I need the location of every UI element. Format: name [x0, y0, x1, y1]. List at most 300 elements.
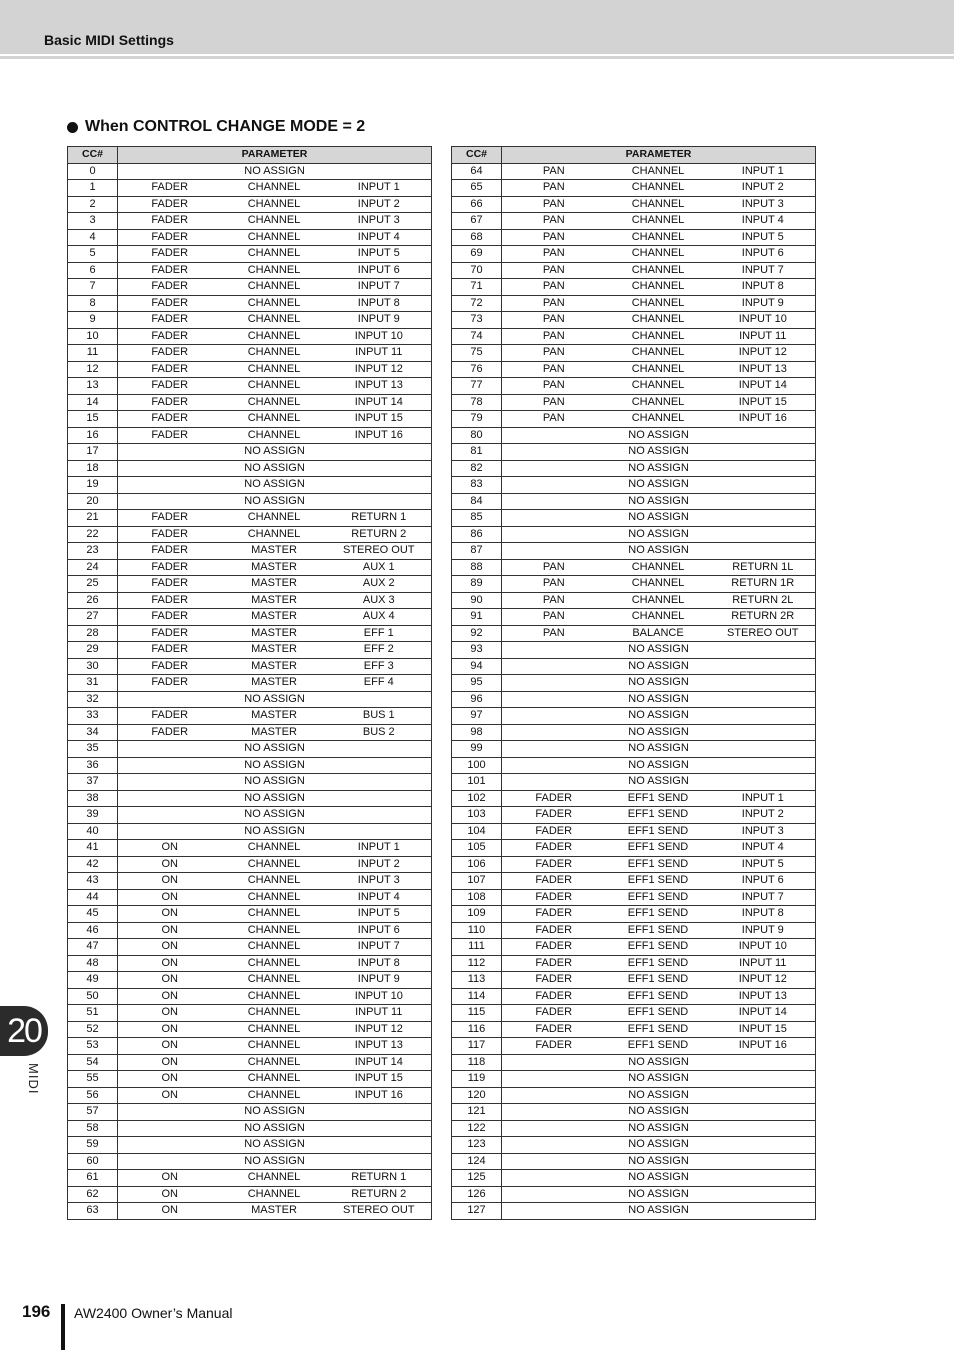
parameter-value: NO ASSIGN	[502, 1170, 816, 1187]
cc-number: 70	[452, 262, 502, 279]
cc-number: 65	[452, 180, 502, 197]
section-title: Basic MIDI Settings	[44, 32, 174, 48]
parameter-target: INPUT 5	[711, 856, 816, 873]
table-row	[68, 444, 432, 461]
parameter-group: CHANNEL	[222, 510, 327, 527]
parameter-type: FADER	[118, 361, 222, 378]
parameter-value: NO ASSIGN	[502, 1120, 816, 1137]
table-row	[68, 262, 432, 279]
cc-number: 74	[452, 328, 502, 345]
cc-number: 10	[68, 328, 118, 345]
parameter-group: CHANNEL	[606, 345, 711, 362]
parameter-target: INPUT 4	[711, 840, 816, 857]
cc-number: 50	[68, 988, 118, 1005]
parameter-group: CHANNEL	[222, 1054, 327, 1071]
parameter-type: ON	[118, 840, 222, 857]
table-row	[68, 774, 432, 791]
parameter-group: CHANNEL	[222, 988, 327, 1005]
table-row	[68, 460, 432, 477]
parameter-target: AUX 3	[327, 592, 432, 609]
parameter-group: EFF1 SEND	[606, 873, 711, 890]
parameter-target: RETURN 2L	[711, 592, 816, 609]
parameter-group: CHANNEL	[222, 378, 327, 395]
parameter-type: FADER	[502, 1038, 606, 1055]
cc-number: 35	[68, 741, 118, 758]
cc-number: 9	[68, 312, 118, 329]
cc-number: 53	[68, 1038, 118, 1055]
cc-number: 47	[68, 939, 118, 956]
parameter-group: MASTER	[222, 724, 327, 741]
cc-number: 27	[68, 609, 118, 626]
cc-table-left	[67, 146, 432, 1220]
cc-number: 41	[68, 840, 118, 857]
parameter-group: CHANNEL	[222, 1087, 327, 1104]
parameter-target: INPUT 7	[711, 889, 816, 906]
parameter-group: EFF1 SEND	[606, 889, 711, 906]
parameter-target: RETURN 2	[327, 1186, 432, 1203]
table-row	[68, 675, 432, 692]
parameter-target: AUX 2	[327, 576, 432, 593]
table-row	[452, 1203, 816, 1220]
parameter-value: NO ASSIGN	[502, 444, 816, 461]
cc-number: 48	[68, 955, 118, 972]
parameter-type: FADER	[118, 295, 222, 312]
table-row	[68, 1087, 432, 1104]
parameter-type: PAN	[502, 262, 606, 279]
parameter-value: NO ASSIGN	[502, 757, 816, 774]
parameter-type: FADER	[118, 510, 222, 527]
cc-number: 81	[452, 444, 502, 461]
parameter-group: CHANNEL	[222, 328, 327, 345]
table-row	[68, 1170, 432, 1187]
parameter-type: PAN	[502, 559, 606, 576]
cc-number: 115	[452, 1005, 502, 1022]
parameter-type: FADER	[502, 790, 606, 807]
parameter-type: FADER	[118, 658, 222, 675]
parameter-type: FADER	[502, 1005, 606, 1022]
cc-number: 66	[452, 196, 502, 213]
cc-number: 23	[68, 543, 118, 560]
parameter-value: NO ASSIGN	[502, 642, 816, 659]
parameter-target: RETURN 1L	[711, 559, 816, 576]
parameter-type: FADER	[118, 246, 222, 263]
cc-number: 54	[68, 1054, 118, 1071]
table-row	[68, 312, 432, 329]
parameter-target: EFF 3	[327, 658, 432, 675]
parameter-group: CHANNEL	[606, 592, 711, 609]
cc-number: 20	[68, 493, 118, 510]
cc-number: 36	[68, 757, 118, 774]
parameter-type: FADER	[502, 1021, 606, 1038]
parameter-group: CHANNEL	[222, 1186, 327, 1203]
parameter-type: PAN	[502, 246, 606, 263]
table-row	[68, 427, 432, 444]
parameter-target: BUS 2	[327, 724, 432, 741]
table-row	[452, 939, 816, 956]
parameter-group: CHANNEL	[222, 906, 327, 923]
parameter-value: NO ASSIGN	[502, 658, 816, 675]
table-row	[68, 543, 432, 560]
parameter-target: INPUT 6	[711, 873, 816, 890]
parameter-target: INPUT 1	[711, 790, 816, 807]
parameter-type: FADER	[502, 889, 606, 906]
cc-number: 110	[452, 922, 502, 939]
table-row	[68, 1137, 432, 1154]
table-row	[452, 1104, 816, 1121]
parameter-value: NO ASSIGN	[502, 1153, 816, 1170]
table-row	[452, 1137, 816, 1154]
parameter-group: EFF1 SEND	[606, 1038, 711, 1055]
parameter-group: MASTER	[222, 609, 327, 626]
cc-number: 122	[452, 1120, 502, 1137]
parameter-group: CHANNEL	[222, 1005, 327, 1022]
cc-number: 11	[68, 345, 118, 362]
parameter-group: CHANNEL	[222, 312, 327, 329]
parameter-type: FADER	[118, 625, 222, 642]
cc-number: 18	[68, 460, 118, 477]
column-header-cc: CC#	[68, 147, 118, 164]
table-row	[68, 708, 432, 725]
cc-number: 33	[68, 708, 118, 725]
table-row	[452, 328, 816, 345]
parameter-type: PAN	[502, 180, 606, 197]
cc-number: 80	[452, 427, 502, 444]
parameter-type: ON	[118, 1005, 222, 1022]
chapter-tab: 20	[0, 1006, 48, 1056]
parameter-target: INPUT 12	[711, 972, 816, 989]
cc-number: 45	[68, 906, 118, 923]
chapter-label: MIDI	[26, 1063, 41, 1095]
parameter-group: CHANNEL	[606, 394, 711, 411]
parameter-type: ON	[118, 1170, 222, 1187]
table-row	[68, 196, 432, 213]
cc-number: 109	[452, 906, 502, 923]
parameter-group: EFF1 SEND	[606, 1021, 711, 1038]
table-row	[452, 955, 816, 972]
table-row	[452, 559, 816, 576]
parameter-value: NO ASSIGN	[118, 741, 432, 758]
parameter-value: NO ASSIGN	[502, 543, 816, 560]
cc-number: 82	[452, 460, 502, 477]
parameter-group: CHANNEL	[222, 180, 327, 197]
parameter-group: CHANNEL	[222, 196, 327, 213]
parameter-value: NO ASSIGN	[118, 1153, 432, 1170]
parameter-value: NO ASSIGN	[502, 460, 816, 477]
parameter-group: MASTER	[222, 625, 327, 642]
parameter-type: PAN	[502, 576, 606, 593]
parameter-group: MASTER	[222, 576, 327, 593]
cc-number: 71	[452, 279, 502, 296]
cc-number: 26	[68, 592, 118, 609]
parameter-target: INPUT 4	[327, 229, 432, 246]
parameter-type: PAN	[502, 378, 606, 395]
parameter-target: INPUT 14	[327, 394, 432, 411]
cc-number: 5	[68, 246, 118, 263]
page-heading	[67, 118, 365, 136]
parameter-type: ON	[118, 856, 222, 873]
cc-number: 21	[68, 510, 118, 527]
table-row	[68, 790, 432, 807]
cc-number: 96	[452, 691, 502, 708]
parameter-type: PAN	[502, 213, 606, 230]
parameter-type: ON	[118, 1071, 222, 1088]
parameter-type: PAN	[502, 196, 606, 213]
parameter-value: NO ASSIGN	[502, 1087, 816, 1104]
parameter-type: FADER	[118, 394, 222, 411]
parameter-target: INPUT 13	[327, 378, 432, 395]
table-row	[68, 1104, 432, 1121]
parameter-group: CHANNEL	[222, 394, 327, 411]
parameter-type: PAN	[502, 361, 606, 378]
parameter-type: FADER	[118, 213, 222, 230]
parameter-group: CHANNEL	[222, 246, 327, 263]
parameter-type: FADER	[118, 411, 222, 428]
table-row	[68, 1071, 432, 1088]
parameter-type: FADER	[118, 724, 222, 741]
parameter-group: CHANNEL	[222, 856, 327, 873]
parameter-group: CHANNEL	[606, 361, 711, 378]
parameter-type: PAN	[502, 411, 606, 428]
parameter-target: INPUT 1	[327, 180, 432, 197]
table-row	[68, 691, 432, 708]
parameter-group: CHANNEL	[222, 295, 327, 312]
table-row	[452, 378, 816, 395]
table-row	[452, 790, 816, 807]
table-row	[452, 840, 816, 857]
parameter-group: CHANNEL	[222, 526, 327, 543]
parameter-type: PAN	[502, 279, 606, 296]
parameter-target: EFF 2	[327, 642, 432, 659]
parameter-target: INPUT 2	[711, 807, 816, 824]
parameter-type: FADER	[118, 675, 222, 692]
cc-number: 69	[452, 246, 502, 263]
cc-number: 3	[68, 213, 118, 230]
parameter-target: INPUT 3	[327, 873, 432, 890]
cc-number: 29	[68, 642, 118, 659]
cc-number: 77	[452, 378, 502, 395]
parameter-target: INPUT 7	[711, 262, 816, 279]
parameter-type: FADER	[118, 196, 222, 213]
table-row	[68, 1005, 432, 1022]
table-row	[452, 642, 816, 659]
parameter-group: CHANNEL	[222, 213, 327, 230]
parameter-type: FADER	[118, 642, 222, 659]
table-row	[68, 246, 432, 263]
cc-number: 25	[68, 576, 118, 593]
cc-number: 39	[68, 807, 118, 824]
cc-number: 58	[68, 1120, 118, 1137]
parameter-value: NO ASSIGN	[502, 1104, 816, 1121]
parameter-type: FADER	[502, 988, 606, 1005]
table-row	[452, 411, 816, 428]
table-row	[452, 906, 816, 923]
table-row	[68, 972, 432, 989]
table-row	[452, 345, 816, 362]
table-row	[452, 823, 816, 840]
table-row	[452, 427, 816, 444]
parameter-type: ON	[118, 873, 222, 890]
cc-number: 34	[68, 724, 118, 741]
parameter-target: INPUT 4	[711, 213, 816, 230]
table-row	[68, 411, 432, 428]
cc-number: 32	[68, 691, 118, 708]
column-header-parameter: PARAMETER	[502, 147, 816, 164]
parameter-group: CHANNEL	[222, 411, 327, 428]
table-row	[68, 361, 432, 378]
table-header-row	[452, 147, 816, 164]
parameter-type: ON	[118, 1038, 222, 1055]
parameter-target: INPUT 3	[711, 196, 816, 213]
parameter-value: NO ASSIGN	[502, 1186, 816, 1203]
cc-number: 119	[452, 1071, 502, 1088]
cc-number: 46	[68, 922, 118, 939]
cc-number: 43	[68, 873, 118, 890]
parameter-value: NO ASSIGN	[502, 774, 816, 791]
table-row	[68, 906, 432, 923]
cc-number: 62	[68, 1186, 118, 1203]
parameter-type: ON	[118, 988, 222, 1005]
table-row	[68, 939, 432, 956]
parameter-group: CHANNEL	[606, 279, 711, 296]
table-row	[68, 609, 432, 626]
table-row	[452, 922, 816, 939]
parameter-target: INPUT 8	[327, 295, 432, 312]
cc-number: 67	[452, 213, 502, 230]
cc-number: 120	[452, 1087, 502, 1104]
cc-number: 95	[452, 675, 502, 692]
parameter-target: INPUT 2	[327, 196, 432, 213]
table-row	[452, 444, 816, 461]
cc-number: 106	[452, 856, 502, 873]
cc-number: 89	[452, 576, 502, 593]
cc-number: 88	[452, 559, 502, 576]
cc-number: 19	[68, 477, 118, 494]
manual-title: AW2400 Owner’s Manual	[74, 1305, 233, 1321]
cc-number: 37	[68, 774, 118, 791]
table-row	[452, 361, 816, 378]
parameter-type: ON	[118, 1021, 222, 1038]
parameter-value: NO ASSIGN	[118, 691, 432, 708]
parameter-type: FADER	[118, 312, 222, 329]
parameter-target: INPUT 5	[327, 246, 432, 263]
cc-number: 114	[452, 988, 502, 1005]
parameter-value: NO ASSIGN	[502, 510, 816, 527]
cc-number: 104	[452, 823, 502, 840]
parameter-group: CHANNEL	[606, 229, 711, 246]
cc-number: 126	[452, 1186, 502, 1203]
parameter-type: FADER	[502, 807, 606, 824]
table-row	[452, 394, 816, 411]
cc-number: 14	[68, 394, 118, 411]
parameter-group: EFF1 SEND	[606, 856, 711, 873]
parameter-target: INPUT 10	[711, 939, 816, 956]
table-row	[452, 592, 816, 609]
table-row	[452, 295, 816, 312]
table-row	[452, 180, 816, 197]
cc-number: 113	[452, 972, 502, 989]
table-row	[452, 460, 816, 477]
cc-number: 49	[68, 972, 118, 989]
cc-number: 101	[452, 774, 502, 791]
parameter-target: INPUT 14	[711, 378, 816, 395]
parameter-target: BUS 1	[327, 708, 432, 725]
table-row	[452, 972, 816, 989]
cc-number: 22	[68, 526, 118, 543]
cc-number: 91	[452, 609, 502, 626]
parameter-group: CHANNEL	[606, 576, 711, 593]
parameter-target: INPUT 6	[327, 922, 432, 939]
cc-number: 125	[452, 1170, 502, 1187]
parameter-group: BALANCE	[606, 625, 711, 642]
parameter-target: AUX 1	[327, 559, 432, 576]
cc-number: 103	[452, 807, 502, 824]
parameter-group: MASTER	[222, 658, 327, 675]
table-row	[68, 295, 432, 312]
table-row	[452, 774, 816, 791]
parameter-value: NO ASSIGN	[118, 163, 432, 180]
parameter-target: INPUT 10	[327, 328, 432, 345]
table-row	[452, 312, 816, 329]
cc-number: 72	[452, 295, 502, 312]
cc-number: 102	[452, 790, 502, 807]
cc-number: 127	[452, 1203, 502, 1220]
table-row	[452, 1186, 816, 1203]
parameter-target: RETURN 1	[327, 510, 432, 527]
cc-number: 86	[452, 526, 502, 543]
parameter-value: NO ASSIGN	[502, 493, 816, 510]
table-row	[68, 1120, 432, 1137]
cc-number: 85	[452, 510, 502, 527]
parameter-value: NO ASSIGN	[118, 757, 432, 774]
table-row	[68, 658, 432, 675]
parameter-group: CHANNEL	[222, 1021, 327, 1038]
cc-number: 87	[452, 543, 502, 560]
cc-number: 108	[452, 889, 502, 906]
parameter-target: INPUT 11	[711, 328, 816, 345]
parameter-target: INPUT 6	[711, 246, 816, 263]
parameter-target: INPUT 9	[327, 972, 432, 989]
table-row	[452, 1005, 816, 1022]
parameter-value: NO ASSIGN	[502, 708, 816, 725]
column-header-parameter: PARAMETER	[118, 147, 432, 164]
table-row	[452, 1120, 816, 1137]
table-row	[452, 163, 816, 180]
table-row	[68, 229, 432, 246]
parameter-value: NO ASSIGN	[118, 774, 432, 791]
parameter-type: ON	[118, 922, 222, 939]
parameter-value: NO ASSIGN	[118, 493, 432, 510]
parameter-value: NO ASSIGN	[502, 1054, 816, 1071]
parameter-target: INPUT 5	[711, 229, 816, 246]
table-row	[68, 823, 432, 840]
parameter-group: EFF1 SEND	[606, 790, 711, 807]
table-row	[68, 1186, 432, 1203]
parameter-target: INPUT 15	[327, 411, 432, 428]
parameter-group: CHANNEL	[606, 411, 711, 428]
parameter-group: EFF1 SEND	[606, 972, 711, 989]
parameter-group: EFF1 SEND	[606, 840, 711, 857]
table-row	[68, 378, 432, 395]
cc-number: 28	[68, 625, 118, 642]
parameter-group: MASTER	[222, 592, 327, 609]
table-row	[68, 180, 432, 197]
table-row	[68, 592, 432, 609]
parameter-group: EFF1 SEND	[606, 807, 711, 824]
parameter-target: INPUT 13	[327, 1038, 432, 1055]
cc-number: 112	[452, 955, 502, 972]
parameter-type: FADER	[502, 906, 606, 923]
table-row	[68, 1021, 432, 1038]
